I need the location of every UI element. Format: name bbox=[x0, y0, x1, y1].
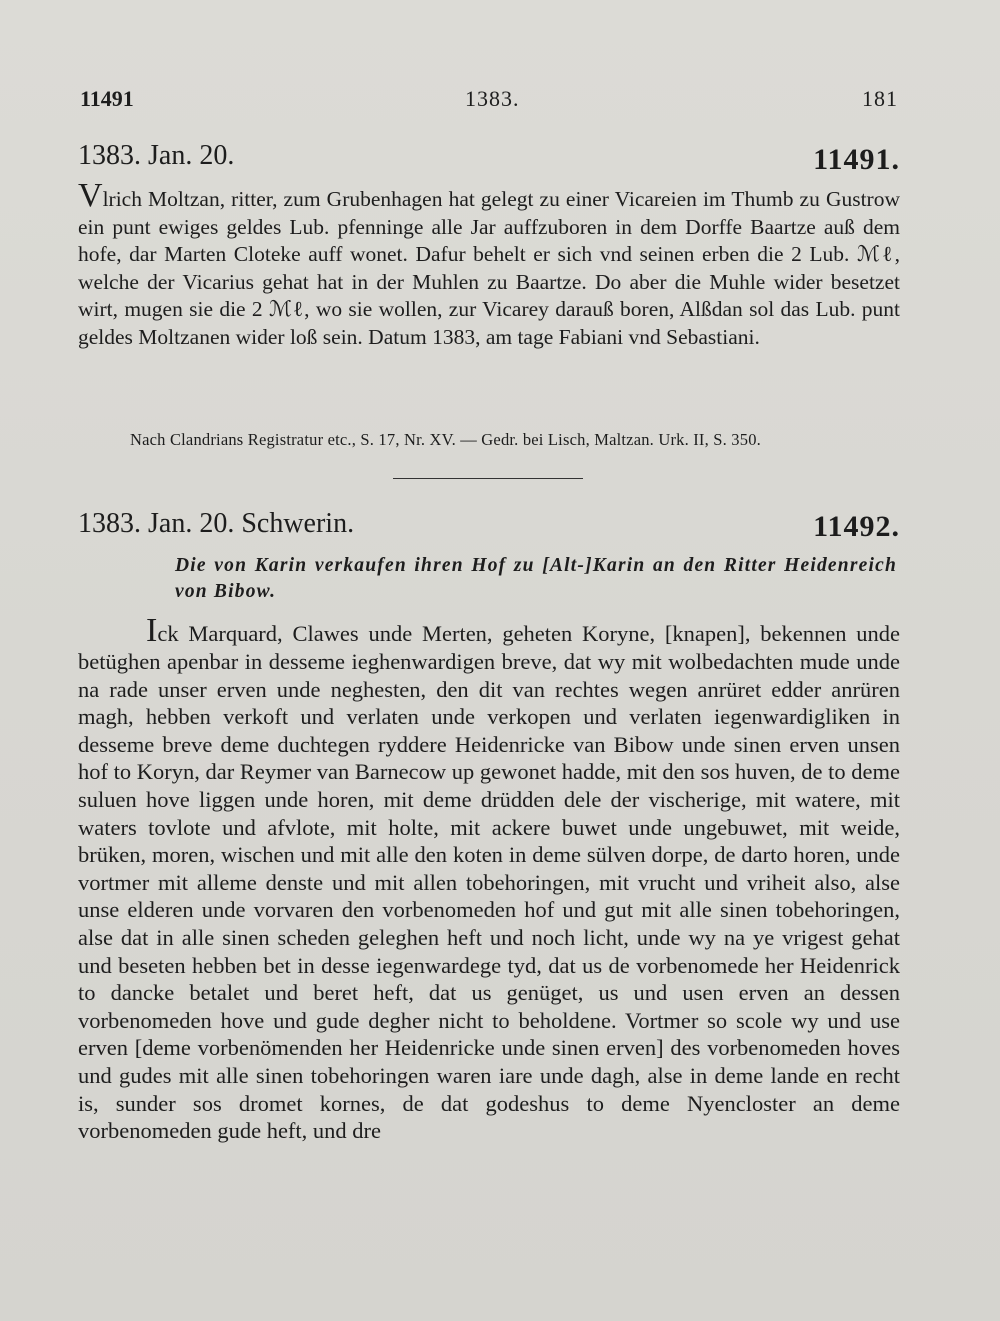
entry-1-text bbox=[78, 179, 900, 351]
entry-2-date: 1383. Jan. 20. Schwerin. bbox=[78, 508, 355, 539]
entry-2-number: 11492. bbox=[813, 510, 900, 543]
entry-2-dropcap: I bbox=[146, 612, 158, 649]
entry-1-dropcap: V bbox=[78, 177, 103, 214]
section-divider bbox=[393, 478, 583, 479]
entry-1-date: 1383. Jan. 20. bbox=[78, 140, 235, 171]
entry-1-header bbox=[78, 140, 900, 180]
entry-1-number: 11491. bbox=[813, 143, 900, 176]
entry-1-body: lrich Moltzan, ritter, zum Grubenhagen hat gelegt zu einer Vicareien im Thumb zu Gustrow ein punt ewiges geldes Lub. pfenninge alle Jar auffzuboren in dem Dorffe Baartze auß dem hofe, dar Marten Cloteke auff wonet. Dafur behelt er sich vnd seinen erben die 2 Lub. ℳ︎ℓ, welche der Vicarius gehat hat in der Muhlen zu Baartze. Do aber die Muhle wider besetzet wirt, mugen sie die 2 ℳ︎ℓ, wo sie wollen, zur Vicarey darauß boren, Alßdan sol das Lub. punt geldes Moltzanen wider loß sein. Datum 1383, am tage Fabiani vnd Sebastiani. bbox=[78, 187, 900, 349]
page-number: 181 bbox=[862, 86, 898, 111]
running-head-entry-number: 11491 bbox=[80, 86, 134, 111]
entry-1-source-note: Nach Clandrians Registratur etc., S. 17, Nr. XV. — Gedr. bei Lisch, Maltzan. Urk. II, S. 350. bbox=[130, 430, 761, 449]
entry-2-header bbox=[78, 508, 900, 548]
running-head-year: 1383. bbox=[465, 86, 520, 111]
entry-2-text bbox=[78, 614, 900, 1145]
running-head bbox=[80, 86, 900, 116]
entry-2-body: ck Marquard, Clawes unde Merten, geheten Koryne, [knapen], bekennen unde betüghen apenbar in desseme ieghenwardigen breve, dat wy mit wolbedachten mude unde na rade unser erven unde neghesten, den dit van rechtes wegen anrüret edder anrüren magh, hebben verkoft und verlaten unde verkopen und verlaten iegenwardigliken in desseme breve deme duchtegen ryddere Heidenricke van Bibow unde sinen erven unsen hof to Koryn, dar Reymer van Barnecow up gewonet hadde, mit den sos huven, de to deme suluen hove liggen unde horen, mit deme drüdden dele der vischerige, mit watere, mit waters tovlote und afvlote, mit holte, mit ackere buwet unde ungebuwet, mit weide, brüken, moren, wischen und mit alle den koten in deme sülven dorpe, de darto horen, unde vortmer mit alleme denste und mit allen tobehoringen, mit vrucht und vriheit also, alse unse elderen unde vorvaren den vorbenomeden hof und gut mit alle sinen tobehoringen, alse dat in alle sinen scheden geleghen heft und noch licht, unde wy na ye vrigest gehat und beseten hebben bet in desse iegenwardege tyd, dat us de vorbenomede her Heidenrick to dancke betalet und beret heft, dat us genüget, us und usen erven an dessen vorbenomeden hove und gude degher nicht to beholdene. Vortmer so scole wy und use erven [deme vorbenömenden her Heidenricke unde sinen erven] des vorbenomeden hoves und gudes mit alle sinen tobehoringen waren iare unde dagh, alse in deme lande en recht is, sunder sos dromet kornes, de dat godeshus to deme Nyencloster an deme vorbenomeden gude heft, und dre bbox=[78, 621, 900, 1144]
entry-2-regest: Die von Karin verkaufen ihren Hof zu [Alt-]Karin an den Ritter Heidenreich von Bibow. bbox=[175, 555, 897, 602]
